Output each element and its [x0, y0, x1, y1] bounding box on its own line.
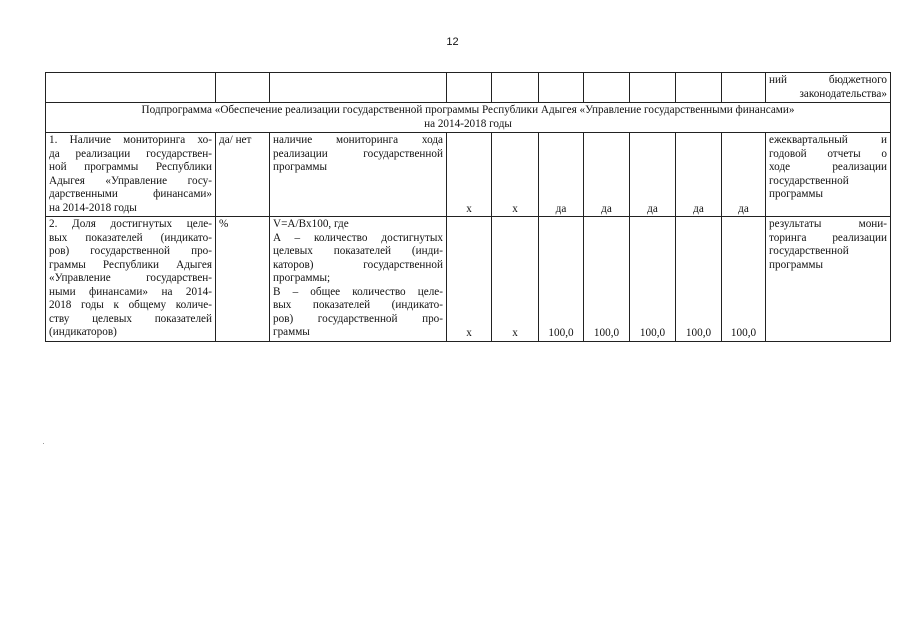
indicators-table: [45, 72, 891, 342]
table-row: [46, 133, 891, 217]
text-line: V=A/Bx100, где: [273, 218, 349, 230]
text-line: программы: [273, 161, 327, 173]
text-line: ству целевых показателей: [49, 312, 212, 325]
cell-empty: [539, 73, 584, 103]
continuation-note: [766, 73, 891, 103]
text-line: на 2014-2018 годы: [49, 201, 137, 214]
data-source: [766, 133, 891, 217]
value-cell: 100,0: [584, 217, 630, 342]
value-cell: 100,0: [630, 217, 676, 342]
cell-empty: [630, 73, 676, 103]
text-line: государственной: [769, 174, 849, 187]
cell-empty: [676, 73, 722, 103]
indicator-name: [46, 133, 216, 217]
subprogram-title-line-2: на 2014-2018 годы: [424, 117, 512, 130]
text-line: да реализации государствен-: [49, 147, 212, 160]
value-cell: х: [447, 217, 492, 342]
text-line: «Управление государствен-: [49, 272, 212, 284]
text-line: дарственными финансами»: [49, 188, 212, 200]
text-line: 2. Доля достигнутых целе-: [49, 218, 212, 230]
value-cell: да: [630, 133, 676, 217]
text-line: ными финансами» на 2014-: [49, 285, 212, 298]
indicator-name: [46, 217, 216, 342]
text-line: Адыгея «Управление госу-: [49, 174, 212, 187]
cell-empty: [46, 73, 216, 103]
text-line: A – количество достигнутых: [273, 231, 443, 244]
text-line: программы: [769, 188, 823, 200]
scan-speck: [43, 443, 44, 444]
calculation-method: [270, 133, 447, 217]
text-line: 2018 годы к общему количе-: [49, 299, 212, 311]
value-cell: х: [492, 133, 539, 217]
text-line: ной программы Республики: [49, 161, 212, 173]
cell-empty: [447, 73, 492, 103]
data-source: [766, 217, 891, 342]
value-cell: 100,0: [722, 217, 766, 342]
calculation-method: [270, 217, 447, 342]
cell-empty: [722, 73, 766, 103]
text-line: торинга реализации: [769, 231, 887, 244]
unit: %: [216, 217, 270, 342]
cell-empty: [216, 73, 270, 103]
text-line: программы: [769, 258, 823, 271]
text-line: ров) государственной про-: [49, 245, 212, 257]
value-cell: х: [492, 217, 539, 342]
subprogram-title-line-1: Подпрограмма «Обеспечение реализации государственной программы Республики Адыгея «Управление государственными финансами»: [141, 104, 795, 116]
text-line: граммы: [273, 326, 310, 338]
text-line: реализации государственной: [273, 147, 443, 160]
text-line: ходе реализации: [769, 161, 887, 173]
text-line: B – общее количество целе-: [273, 285, 443, 298]
text-line: вых показателей (индикато-: [273, 299, 443, 311]
text-line: целевых показателей (инди-: [273, 245, 443, 257]
page-number: 12: [446, 36, 459, 48]
text-line: каторов) государственной: [273, 258, 443, 271]
text-line: наличие мониторинга хода: [273, 134, 443, 146]
cell-empty: [492, 73, 539, 103]
subprogram-header-row: [46, 103, 891, 133]
text-line: (индикаторов): [49, 326, 117, 338]
text-line: государственной: [769, 245, 849, 257]
text-line: ежеквартальный и: [769, 134, 887, 146]
text-line: граммы Республики Адыгея: [49, 258, 212, 271]
text-line: вых показателей (индикато-: [49, 231, 212, 244]
text-line: 1. Наличие мониторинга хо-: [49, 134, 212, 146]
cell-empty: [270, 73, 447, 103]
subprogram-title: [46, 103, 891, 133]
note-line: ний бюджетного: [769, 74, 887, 86]
text-line: программы;: [273, 272, 331, 284]
value-cell: х: [447, 133, 492, 217]
note-line: законодательства»: [799, 87, 887, 100]
text-line: ров) государственной про-: [273, 312, 443, 325]
value-cell: 100,0: [676, 217, 722, 342]
value-cell: 100,0: [539, 217, 584, 342]
value-cell: да: [722, 133, 766, 217]
table-row: [46, 217, 891, 342]
top-continuation-row: [46, 73, 891, 103]
value-cell: да: [676, 133, 722, 217]
cell-empty: [584, 73, 630, 103]
value-cell: да: [584, 133, 630, 217]
value-cell: да: [539, 133, 584, 217]
text-line: годовой отчеты о: [769, 147, 887, 160]
text-line: результаты мони-: [769, 218, 887, 230]
unit: да/ нет: [216, 133, 270, 217]
